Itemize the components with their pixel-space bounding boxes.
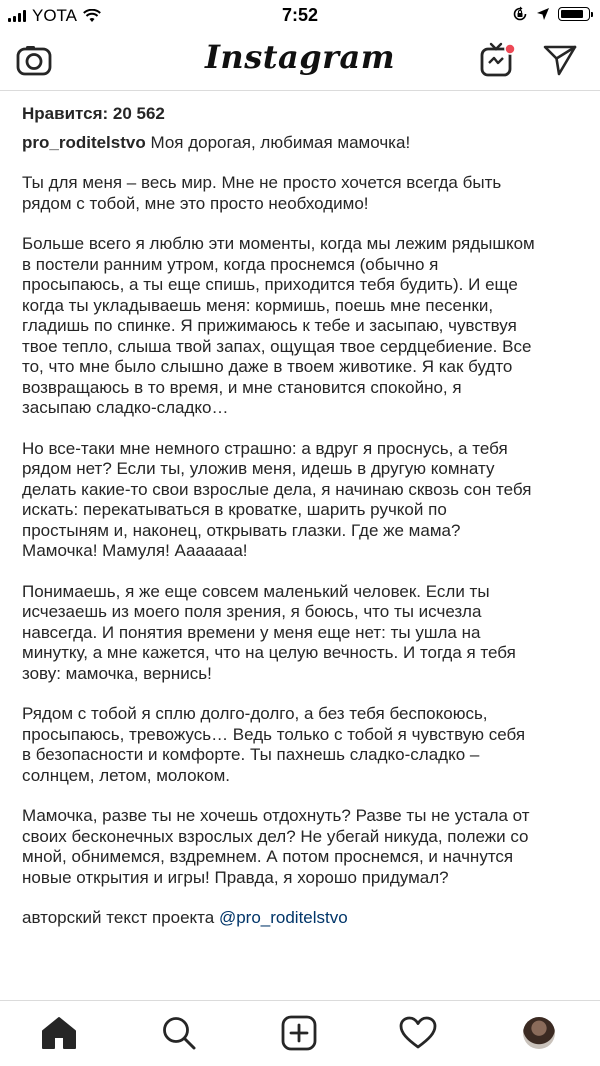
caption-paragraph-2: Больше всего я люблю эти моменты, когда мы лежим рядышком в постели ранним утром, когда проснемся (обычно я просыпаюсь, а ты еще спишь, приходится тебя будить). И еще когда ты укладываешь меня: кормишь, поешь мне песенки, гладишь по спинке. Я прижимаюсь к тебе и засыпаю, чувствуя твое тепло, слыша твой запах, ощущая твое сердцебиение. Все то, что мне было слышно даже в твоем животике. Я как будто возвращаюсь в то время, и мне становится спокойно, я засыпаю сладко-сладко… — [22, 234, 535, 417]
search-icon — [161, 1015, 197, 1051]
direct-icon — [543, 43, 577, 77]
post-username[interactable]: pro_roditelstvo — [22, 132, 146, 152]
caption-paragraph-5: Рядом с тобой я сплю долго-долго, а без тебя беспокоюсь, просыпаюсь, тревожусь… Ведь только с тобой я чувствую себя в безопасности и комфорте. Ты пахнешь сладко-сладко – солнцем, летом, молоком. — [22, 704, 526, 785]
heart-icon — [399, 1016, 437, 1050]
carrier-name: YOTA — [32, 6, 78, 25]
home-icon — [41, 1016, 77, 1050]
igtv-icon — [479, 41, 517, 79]
caption-paragraph-1: Ты для меня – весь мир. Мне не просто хочется всегда быть рядом с тобой, мне это просто необходимо! — [22, 173, 502, 213]
new-post-icon — [281, 1015, 317, 1051]
tab-search[interactable] — [159, 1013, 199, 1053]
caption-first-line — [22, 133, 582, 154]
caption-paragraph-6: Мамочка, разве ты не хочешь отдохнуть? Разве ты не устала от своих бесконечных взрослых дел? Не убегай никуда, полежи со мной, обнимемся, вздремнем. А потом проснемся, и начнутся новые открытия и игры! Правда, я хорошо придумал? — [22, 806, 530, 887]
location-icon — [536, 7, 550, 21]
nav-divider — [0, 90, 600, 91]
status-bar — [0, 0, 600, 30]
tab-new-post[interactable] — [279, 1013, 319, 1053]
author-line — [22, 908, 582, 929]
tab-profile[interactable] — [519, 1013, 559, 1053]
bottom-tab-bar — [0, 1000, 600, 1066]
author-mention-link[interactable]: @pro_roditelstvo — [218, 908, 348, 927]
post-caption-area — [22, 100, 582, 945]
view-comments-link[interactable] — [22, 935, 582, 945]
battery-fill — [561, 10, 583, 18]
caption-paragraph-3: Но все-таки мне немного страшно: а вдруг я проснусь, а тебя рядом нет? Если ты, уложив меня, идешь в другую комнату делать какие-то свои взрослые дела, я начинаю сквозь сон тебя искать: перекатываться в кроватке, шарить ручкой по простыням и, наконец, открывать глазки. Где же мама? Мамочка! Мамуля! Ааааааа! — [22, 438, 532, 560]
instagram-logo: Instagram — [204, 38, 396, 76]
likes-count[interactable]: Нравится: 20 562 — [22, 104, 165, 123]
direct-button[interactable] — [540, 40, 580, 80]
battery-icon — [558, 7, 590, 21]
igtv-button[interactable] — [478, 40, 518, 80]
status-time: 7:52 — [281, 5, 319, 25]
caption-paragraph-4: Понимаешь, я же еще совсем маленький человек. Если ты исчезаешь из моего поля зрения, я боюсь, что ты исчезла навсегда. И понятия времени у меня еще нет: ты ушла на минутку, а мне кажется, что на целую вечность. И тогда я тебя зову: мамочка, вернись! — [22, 581, 516, 683]
author-text: авторский текст проекта — [22, 908, 215, 927]
tab-activity[interactable] — [398, 1013, 438, 1053]
top-nav — [0, 30, 600, 90]
tab-home[interactable] — [39, 1013, 79, 1053]
orientation-lock-icon — [512, 6, 528, 22]
profile-avatar — [523, 1017, 555, 1049]
status-right — [512, 6, 590, 22]
caption-first-text: Моя дорогая, любимая мамочка! — [150, 132, 411, 152]
